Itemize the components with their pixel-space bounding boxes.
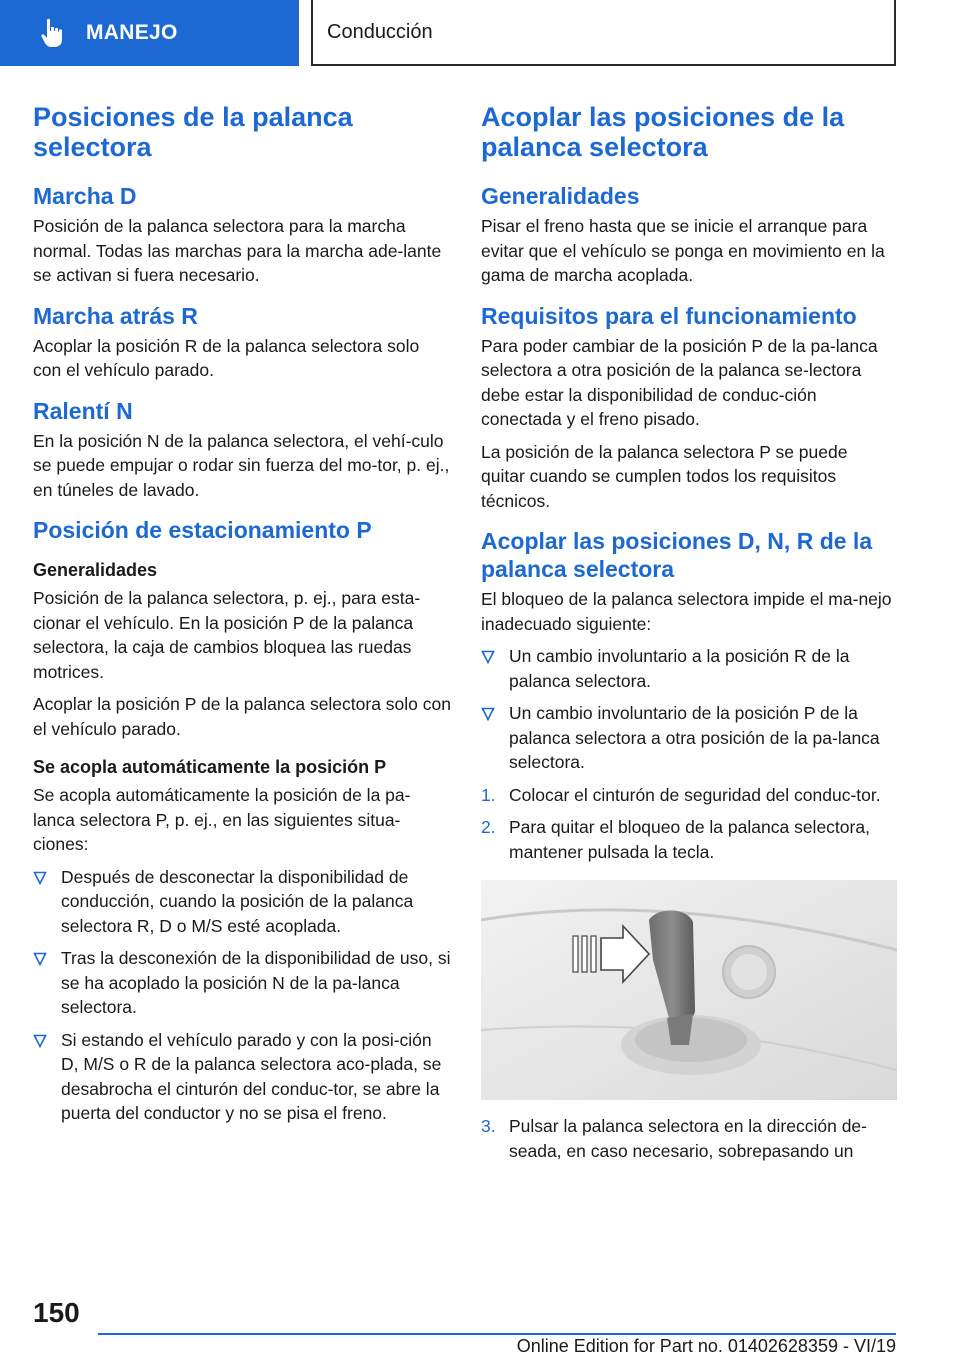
chapter-box bbox=[311, 0, 896, 66]
list-item: Un cambio involuntario a la posición R de la palanca selectora. bbox=[481, 644, 896, 693]
section-tab bbox=[0, 0, 299, 66]
list-item: 3. Pulsar la palanca selectora en la dirección de‐seada, en caso necesario, sobrepasando un bbox=[481, 1116, 867, 1161]
gear-lever-image bbox=[481, 880, 897, 1100]
chapter-title: Conducción bbox=[327, 20, 433, 43]
bullet-list-auto-p bbox=[33, 865, 451, 1126]
bullet-list-dnr bbox=[481, 644, 896, 775]
text-p-1: Posición de la palanca selectora, p. ej., para esta‐cionar el vehículo. En la posición P de la palanca selectora, la caja de cambios bloquea las ruedas motrices. bbox=[33, 588, 421, 682]
heading-generalidades: Generalidades bbox=[481, 183, 640, 209]
page-number: 150 bbox=[33, 1297, 80, 1328]
text-p-3: Se acopla automáticamente la posición de la pa‐lanca selectora P, p. ej., en las siguientes situa‐ciones: bbox=[33, 785, 411, 854]
heading-marcha-r: Marcha atrás R bbox=[33, 302, 198, 329]
triangle-bullet-icon bbox=[33, 871, 47, 885]
text-requisitos-2: La posición de la palanca selectora P se puede quitar cuando se cumplen todos los requisitos técnicos. bbox=[481, 441, 848, 511]
triangle-bullet-icon bbox=[481, 707, 495, 721]
list-item: Después de desconectar la disponibilidad de conducción, cuando la posición de la palanca selectora R, D o M/S esté acoplada. bbox=[33, 865, 451, 939]
text-marcha-d: Posición de la palanca selectora para la marcha normal. Todas las marchas para la marcha ade‐lante se activan si fuera necesario. bbox=[33, 216, 442, 285]
list-item: Si estando el vehículo parado y con la posi‐ción D, M/S o R de la palanca selectora aco‐plada, se desabrocha el cinturón del conduc‐tor, se abre la puerta del conductor y no se pisa el freno. bbox=[33, 1028, 451, 1126]
text-generalidades: Pisar el freno hasta que se inicie el arranque para evitar que el vehículo se ponga en movimiento en la gama de marcha acoplada. bbox=[481, 216, 885, 285]
list-item: Un cambio involuntario de la posición P de la palanca selectora a otra posición de la pa‐lanca selectora. bbox=[481, 701, 896, 775]
list-item: 1. Colocar el cinturón de seguridad del conduc‐tor. bbox=[481, 783, 896, 808]
subheading-generalidades: Generalidades bbox=[33, 560, 158, 580]
heading-requisitos: Requisitos para el funcionamiento bbox=[481, 302, 857, 329]
footer-divider bbox=[98, 1333, 896, 1335]
step-number: 1. bbox=[481, 784, 496, 805]
triangle-bullet-icon bbox=[481, 650, 495, 664]
text-marcha-r: Acoplar la posición R de la palanca selectora solo con el vehículo parado. bbox=[33, 335, 420, 380]
triangle-bullet-icon bbox=[33, 952, 47, 966]
text-acoplar-dnr: El bloqueo de la palanca selectora impide el ma‐nejo inadecuado siguiente: bbox=[481, 589, 892, 634]
text-ralenti-n: En la posición N de la palanca selectora, el vehí‐culo se puede empujar o rodar sin fuerza del mo‐tor, p. ej., en túneles de lavado. bbox=[33, 430, 450, 500]
heading-acoplar-dnr: Acoplar las posiciones D, N, R de la palanca selectora bbox=[481, 528, 873, 582]
heading-ralenti-n: Ralentí N bbox=[33, 397, 133, 424]
text-requisitos-1: Para poder cambiar de la posición P de la pa‐lanca selectora a otra posición de la palanca se‐lectora debe estar la disponibilidad de conduc‐ción conectada y el freno pisado. bbox=[481, 335, 878, 429]
right-column bbox=[481, 102, 896, 1171]
list-item: 2. Para quitar el bloqueo de la palanca selectora, mantener pulsada la tecla. bbox=[481, 817, 870, 862]
heading-estacionamiento-p: Posición de estacionamiento P bbox=[33, 517, 372, 543]
left-title: Posiciones de la palanca selectora bbox=[33, 102, 353, 162]
step-list bbox=[481, 783, 896, 865]
step-number: 3. bbox=[481, 1116, 496, 1136]
list-item: Tras la desconexión de la disponibilidad de uso, si se ha acoplado la posición N de la pa‐lanca selectora. bbox=[33, 946, 451, 1020]
triangle-bullet-icon bbox=[33, 1034, 47, 1048]
step-list-continued bbox=[481, 1114, 896, 1163]
step-number: 2. bbox=[481, 817, 496, 837]
gear-selector-illustration bbox=[481, 880, 897, 1100]
section-title: MANEJO bbox=[86, 21, 178, 44]
text-p-2: Acoplar la posición P de la palanca selectora solo con el vehículo parado. bbox=[33, 694, 451, 739]
hand-pointer-icon bbox=[36, 16, 70, 50]
right-title: Acoplar las posiciones de la palanca selectora bbox=[481, 102, 845, 162]
edition-text: Online Edition for Part no. 01402628359 - VI/19 bbox=[516, 1336, 896, 1356]
subheading-auto-p: Se acopla automáticamente la posición P bbox=[33, 757, 387, 777]
heading-marcha-d: Marcha D bbox=[33, 183, 137, 209]
left-column bbox=[33, 102, 451, 1134]
